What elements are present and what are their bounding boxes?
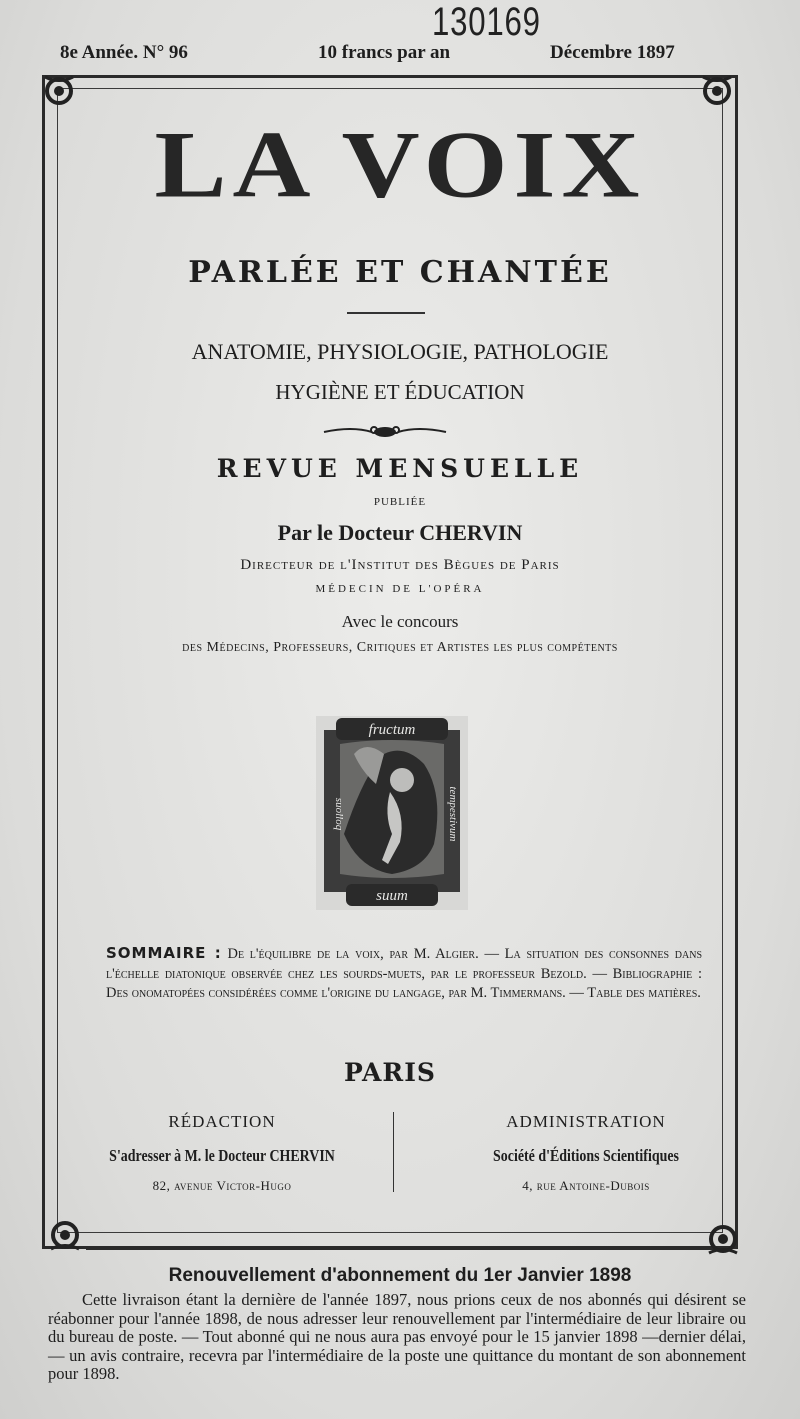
publiee-label: PUBLIÉE <box>373 496 427 508</box>
redaction-heading: RÉDACTION <box>168 1112 276 1131</box>
svg-text:suum: suum <box>376 888 408 904</box>
subscription-price: 10 francs par an <box>318 42 451 63</box>
fleuron-divider-icon <box>322 422 448 440</box>
stamp-number: 130169 <box>432 0 541 44</box>
svg-text:suolloq: suolloq <box>333 797 345 831</box>
issue-date: Décembre 1897 <box>550 42 675 63</box>
sommaire-label: SOMMAIRE : <box>106 944 222 962</box>
printer-mark-emblem-icon <box>314 714 470 912</box>
director-line: Directeur de l'Institut des Bègues de Paris <box>240 557 560 573</box>
corner-ornament-icon <box>42 74 76 108</box>
year-issue: 8e Année. N° 96 <box>60 42 188 63</box>
administration-heading: ADMINISTRATION <box>506 1112 666 1131</box>
bottom-rule <box>86 1248 726 1250</box>
medecin-line: MÉDECIN DE L'OPÉRA <box>315 583 485 595</box>
table-of-contents <box>106 944 702 1004</box>
notice-text: Cette livraison étant la dernière de l'année 1897, nous prions ceux de nos abonnés qui désirent se réabonner pour l'année 1898, de nous adresser leur renouvellement par l'intermédiaire de leur libraire ou du bureau de poste. — Tout abonné qui ne nous aura pas envoyé pour le 15 janvier 1898 —dernier délai, — un avis contraire, recevra par l'intermédiaire de la poste une quittance du montant de son abonnement pour 1898. <box>48 1290 746 1384</box>
notice-heading: Renouvellement d'abonnement du 1er Janvier 1898 <box>168 1265 632 1286</box>
journal-subtitle: PARLÉE ET CHANTÉE <box>188 255 612 290</box>
redaction-block <box>52 1112 392 1194</box>
contributors-line: des Médecins, Professeurs, Critiques et Artistes les plus compétents <box>182 640 618 655</box>
revue-mensuelle: REVUE MENSUELLE <box>216 454 584 483</box>
journal-title: LA VOIX <box>154 112 646 218</box>
city-paris: PARIS <box>344 1058 436 1087</box>
topics-line-1: ANATOMIE, PHYSIOLOGIE, PATHOLOGIE <box>191 339 609 364</box>
administration-address: 4, rue Antoine-Dubois <box>522 1178 650 1193</box>
topics-line-2: HYGIÈNE ET ÉDUCATION <box>275 380 525 404</box>
concours-line: Avec le concours <box>341 612 459 631</box>
corner-ornament-icon <box>48 1218 82 1252</box>
redaction-address: 82, avenue Victor-Hugo <box>152 1178 292 1193</box>
sommaire-text: De l'équilibre de la voix, par M. Algier. — La situation des consonnes dans l'échelle diatonique observée chez les sourds-muets, par le professeur Bezold. — Bibliographie : Des onomatopées considérées comme l'origine du langage, par M. Timmermans. — Table des matières. <box>106 946 703 1001</box>
corner-ornament-icon <box>700 74 734 108</box>
administration-contact: Société d'Éditions Scientifiques <box>493 1146 679 1165</box>
redaction-contact: S'adresser à M. le Docteur CHERVIN <box>109 1146 335 1165</box>
svg-text:tempestivum: tempestivum <box>447 786 459 842</box>
author-line: Par le Docteur CHERVIN <box>277 520 523 545</box>
column-divider <box>393 1112 394 1192</box>
corner-ornament-icon <box>706 1222 740 1256</box>
divider <box>347 312 425 314</box>
administration-block <box>416 1112 756 1194</box>
svg-text:fructum: fructum <box>368 722 416 738</box>
